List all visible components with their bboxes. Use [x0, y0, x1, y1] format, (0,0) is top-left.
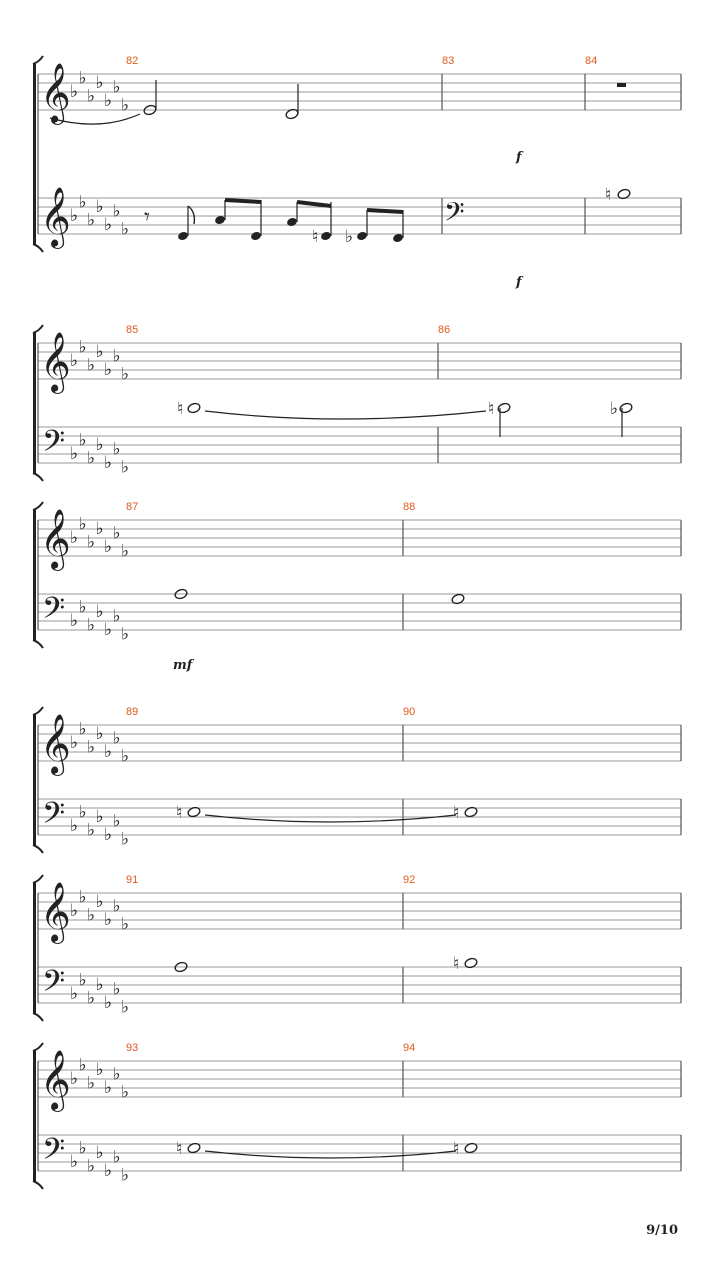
eighth-note	[286, 217, 298, 228]
treble-clef-icon: 𝄞	[40, 187, 71, 247]
key-signature-flat-icon: ♭	[87, 905, 96, 926]
key-signature-flat-icon: ♭	[104, 1161, 113, 1181]
system-bracket	[33, 64, 36, 244]
key-signature-flat-icon: ♭	[78, 802, 87, 823]
measure-number: 84	[585, 55, 598, 67]
bracket-hook-bottom	[33, 1181, 43, 1189]
natural-icon: ♮	[453, 954, 460, 974]
system-6	[33, 1042, 681, 1189]
key-signature-flat-icon: ♭	[70, 82, 79, 102]
key-signature-flat-icon: ♭	[121, 457, 130, 478]
key-signature-flat-icon: ♭	[104, 91, 113, 111]
key-signature-flat-icon: ♭	[121, 541, 130, 562]
key-signature-flat-icon: ♭	[104, 993, 113, 1013]
measure-number: 89	[126, 706, 139, 718]
system-1	[33, 55, 681, 290]
beam	[367, 210, 403, 212]
key-signature-flat-icon: ♭	[87, 820, 96, 841]
page-number: 9/10	[646, 1223, 678, 1238]
half-rest-icon	[617, 83, 626, 87]
key-signature-flat-icon: ♭	[78, 68, 87, 89]
key-signature-flat-icon: ♭	[70, 901, 79, 921]
key-signature-flat-icon: ♭	[112, 77, 121, 98]
key-signature-flat-icon: ♭	[121, 219, 130, 240]
whole-note	[187, 402, 201, 414]
key-signature-flat-icon: ♭	[87, 615, 96, 636]
eighth-rest-icon: 𝄾	[144, 205, 150, 230]
key-signature-flat-icon: ♭	[87, 1156, 96, 1177]
lower-staff	[38, 427, 681, 463]
key-signature-flat-icon: ♭	[78, 514, 87, 535]
key-signature-flat-icon: ♭	[78, 719, 87, 740]
key-signature-flat-icon: ♭	[95, 519, 104, 539]
lower-staff	[38, 1135, 681, 1171]
key-signature-flat-icon: ♭	[112, 811, 121, 832]
natural-icon: ♮	[177, 399, 184, 419]
system-5	[33, 874, 681, 1021]
system-3	[33, 501, 681, 673]
key-signature-flat-icon: ♭	[95, 435, 104, 455]
natural-icon: ♮	[176, 803, 183, 823]
key-signature-flat-icon: ♭	[78, 430, 87, 451]
key-signature-flat-icon: ♭	[112, 346, 121, 367]
key-signature-flat-icon: ♭	[87, 86, 96, 107]
key-signature-flat-icon: ♭	[104, 1078, 113, 1098]
key-signature-flat-icon: ♭	[87, 1073, 96, 1094]
key-signature-flat-icon: ♭	[121, 1165, 130, 1186]
measure-number: 91	[126, 874, 139, 886]
key-signature-flat-icon: ♭	[121, 1082, 130, 1103]
key-signature-flat-icon: ♭	[95, 73, 104, 93]
key-signature-flat-icon: ♭	[112, 1064, 121, 1085]
key-signature-flat-icon: ♭	[104, 910, 113, 930]
key-signature-flat-icon: ♭	[70, 528, 79, 548]
bass-clef-change-icon: 𝄢	[444, 196, 465, 234]
measure-number: 87	[126, 501, 139, 513]
natural-icon: ♮	[488, 399, 495, 419]
measure-number: 93	[126, 1042, 139, 1054]
key-signature-flat-icon: ♭	[95, 975, 104, 995]
measure-number: 82	[126, 55, 139, 67]
systems-layer	[33, 55, 681, 1189]
key-signature-flat-icon: ♭	[95, 342, 104, 362]
key-signature-flat-icon: ♭	[78, 1055, 87, 1076]
beam	[225, 200, 261, 202]
upper-staff	[38, 893, 681, 929]
system-bracket	[33, 510, 36, 640]
tie	[205, 815, 456, 822]
key-signature-flat-icon: ♭	[78, 887, 87, 908]
bass-clef-icon: 𝄢	[42, 797, 66, 838]
natural-icon: ♮	[453, 1139, 460, 1159]
key-signature-flat-icon: ♭	[95, 724, 104, 744]
key-signature-flat-icon: ♭	[78, 192, 87, 213]
tie	[205, 411, 486, 419]
key-signature-flat-icon: ♭	[104, 537, 113, 557]
key-signature-flat-icon: ♭	[78, 970, 87, 991]
key-signature-flat-icon: ♭	[95, 1060, 104, 1080]
key-signature-flat-icon: ♭	[112, 201, 121, 222]
bracket-hook-bottom	[33, 1013, 43, 1021]
key-signature-flat-icon: ♭	[87, 988, 96, 1009]
key-signature-flat-icon: ♭	[95, 197, 104, 217]
eighth-note	[320, 231, 332, 242]
key-signature-flat-icon: ♭	[87, 355, 96, 376]
upper-staff	[38, 1061, 681, 1097]
key-signature-flat-icon: ♭	[70, 816, 79, 836]
measure-number: 83	[442, 55, 455, 67]
natural-icon: ♮	[176, 1139, 183, 1159]
key-signature-flat-icon: ♭	[121, 829, 130, 850]
key-signature-flat-icon: ♭	[112, 979, 121, 1000]
key-signature-flat-icon: ♭	[112, 439, 121, 460]
treble-clef-icon: 𝄞	[40, 714, 71, 774]
key-signature-flat-icon: ♭	[70, 984, 79, 1004]
flag-icon	[188, 206, 194, 224]
bass-clef-icon: 𝄢	[42, 425, 66, 466]
key-signature-flat-icon: ♭	[112, 523, 121, 544]
key-signature-flat-icon: ♭	[95, 892, 104, 912]
treble-clef-icon: 𝄞	[40, 63, 71, 123]
key-signature-flat-icon: ♭	[70, 1152, 79, 1172]
natural-icon: ♮	[605, 185, 612, 205]
key-signature-flat-icon: ♭	[70, 444, 79, 464]
measure-number: 94	[403, 1042, 416, 1054]
bass-clef-icon: 𝄢	[42, 965, 66, 1006]
measure-number: 92	[403, 874, 416, 886]
dynamic-marking: f	[516, 150, 522, 165]
key-signature-flat-icon: ♭	[112, 606, 121, 627]
system-bracket	[33, 883, 36, 1013]
key-signature-flat-icon: ♭	[121, 914, 130, 935]
key-signature-flat-icon: ♭	[78, 597, 87, 618]
dynamic-marking: mf	[173, 658, 193, 673]
key-signature-flat-icon: ♭	[70, 1069, 79, 1089]
key-signature-flat-icon: ♭	[87, 737, 96, 758]
lower-staff	[38, 799, 681, 835]
half-note	[619, 402, 633, 414]
natural-icon: ♮	[453, 803, 460, 823]
upper-staff	[38, 520, 681, 556]
eighth-note	[177, 231, 189, 242]
treble-clef-icon: 𝄞	[40, 332, 71, 392]
eighth-note	[356, 231, 368, 242]
key-signature-flat-icon: ♭	[104, 215, 113, 235]
key-signature-flat-icon: ♭	[87, 448, 96, 469]
key-signature-flat-icon: ♭	[95, 807, 104, 827]
treble-clef-icon: 𝄞	[40, 882, 71, 942]
key-signature-flat-icon: ♭	[112, 896, 121, 917]
key-signature-flat-icon: ♭	[95, 1143, 104, 1163]
key-signature-flat-icon: ♭	[112, 1147, 121, 1168]
measure-number: 85	[126, 324, 139, 336]
key-signature-flat-icon: ♭	[121, 624, 130, 645]
key-signature-flat-icon: ♭	[70, 733, 79, 753]
upper-staff	[38, 725, 681, 761]
key-signature-flat-icon: ♭	[112, 728, 121, 749]
key-signature-flat-icon: ♭	[104, 620, 113, 640]
eighth-note	[250, 231, 262, 242]
system-4	[33, 706, 681, 853]
lower-staff	[38, 594, 681, 630]
key-signature-flat-icon: ♭	[104, 360, 113, 380]
system-2	[33, 324, 681, 481]
measure-number: 88	[403, 501, 416, 513]
key-signature-flat-icon: ♭	[104, 742, 113, 762]
key-signature-flat-icon: ♭	[121, 746, 130, 767]
tie	[205, 1151, 456, 1158]
key-signature-flat-icon: ♭	[95, 602, 104, 622]
lower-staff	[38, 967, 681, 1003]
key-signature-flat-icon: ♭	[104, 825, 113, 845]
bracket-hook-bottom	[33, 640, 43, 648]
treble-clef-icon: 𝄞	[40, 1050, 71, 1110]
natural-icon: ♮	[312, 227, 319, 247]
bass-clef-icon: 𝄢	[42, 592, 66, 633]
system-bracket	[33, 333, 36, 473]
key-signature-flat-icon: ♭	[104, 453, 113, 473]
key-signature-flat-icon: ♭	[121, 364, 130, 385]
flat-icon: ♭	[610, 399, 619, 419]
key-signature-flat-icon: ♭	[121, 95, 130, 116]
measure-number: 86	[438, 324, 451, 336]
key-signature-flat-icon: ♭	[70, 351, 79, 371]
half-note	[497, 402, 511, 414]
dynamic-marking: f	[516, 275, 522, 290]
key-signature-flat-icon: ♭	[87, 532, 96, 553]
beam	[297, 202, 331, 206]
key-signature-flat-icon: ♭	[121, 997, 130, 1018]
upper-staff	[38, 343, 681, 379]
key-signature-flat-icon: ♭	[87, 210, 96, 231]
measure-number: 90	[403, 706, 416, 718]
bracket-hook-bottom	[33, 473, 43, 481]
key-signature-flat-icon: ♭	[78, 337, 87, 358]
system-bracket	[33, 715, 36, 845]
treble-clef-icon: 𝄞	[40, 509, 71, 569]
bass-clef-icon: 𝄢	[42, 1133, 66, 1174]
flat-icon: ♭	[345, 227, 354, 247]
key-signature-flat-icon: ♭	[70, 206, 79, 226]
system-bracket	[33, 1051, 36, 1181]
key-signature-flat-icon: ♭	[78, 1138, 87, 1159]
bracket-hook-bottom	[33, 845, 43, 853]
key-signature-flat-icon: ♭	[70, 611, 79, 631]
